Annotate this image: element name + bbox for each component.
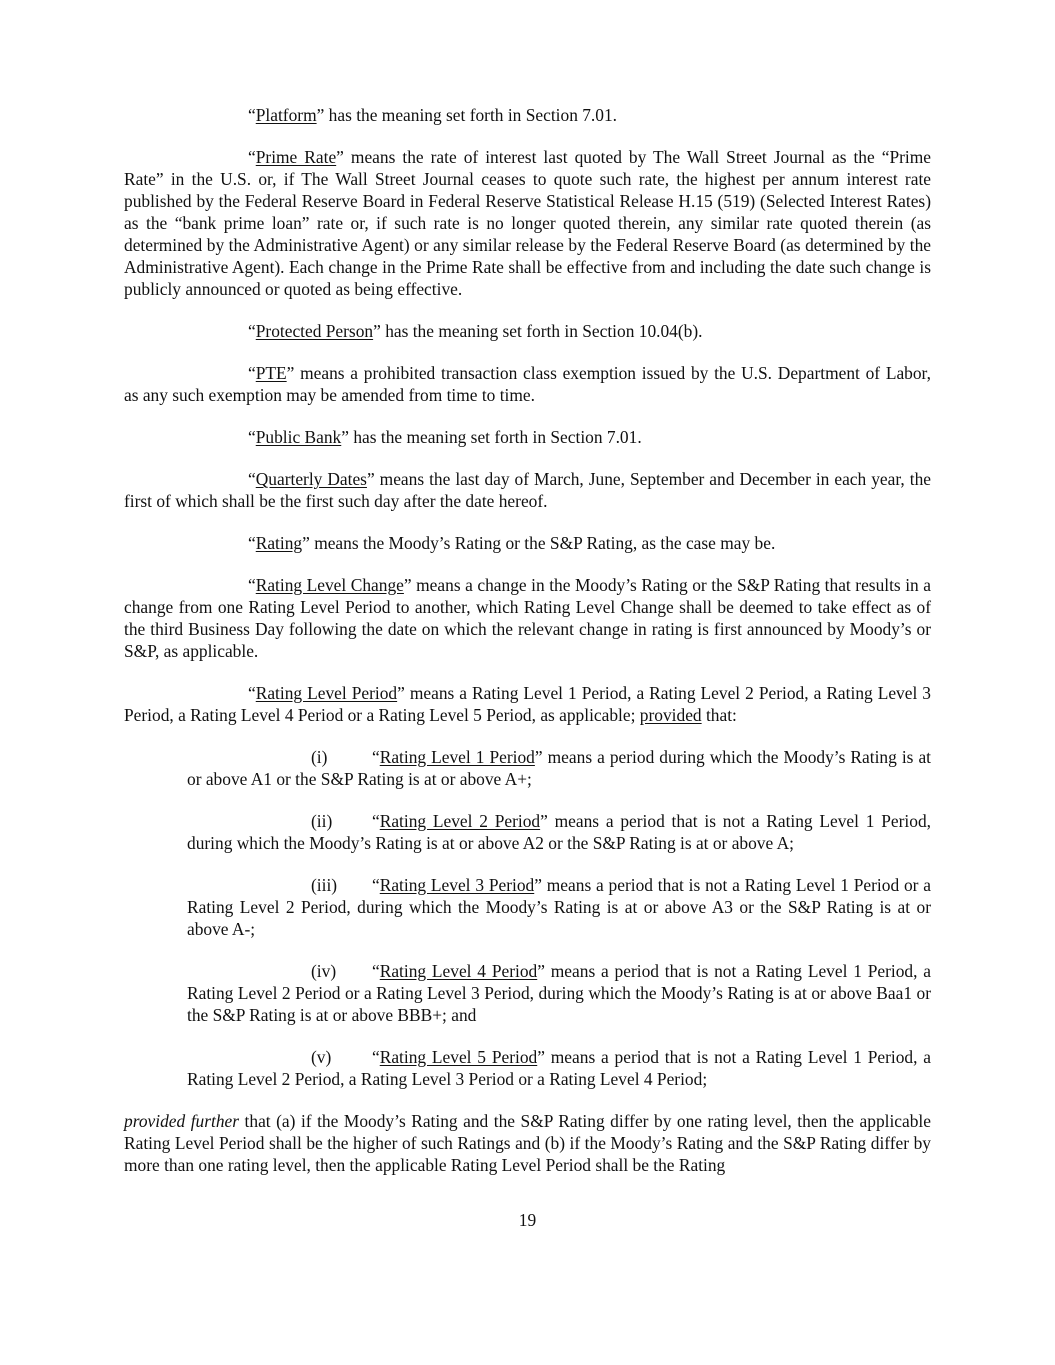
defined-term: Rating Level 1 Period [379,747,535,767]
definition-prime-rate: “Prime Rate” means the rate of interest last quoted by The Wall Street Journal as the “Prime Rate” in the U.S. or, if The Wall Street Journal ceases to quote such rate, the highest per annum interest rate published by the Federal Reserve Board in Federal Reserve Statistical Release H.15 (519) (Selected Interest Rates) as the “bank prime loan” rate or, if such rate is no longer quoted therein, any similar rate quoted therein (as determined by the Administrative Agent) or any similar release by the Federal Reserve Board (as determined by the Administrative Agent). Each change in the Prime Rate shall be effective from and including the date such change is publicly announced or quoted as being effective. [124,147,931,299]
sub-item-text: means a period that is not a Rating Level 1 Period, a Rating Level 2 Period or a Rating Level 3 Period, during which the Moody’s Rating is at or above Baa1 or the S&P Rating is at or above BBB+; and [187,961,931,1025]
sub-item-rating-level-3: (iii) “Rating Level 3 Period” means a period that is not a Rating Level 1 Period or a Rating Level 2 Period, during which the Moody’s Rating is at or above A3 or the S&P Rating is at or above A-; [187,875,931,939]
definition-text: means the rate of interest last quoted by The Wall Street Journal as the “Prime Rate” in the U.S. or, if The Wall Street Journal ceases to quote such rate, the highest per annum interest rate published by the Federal Reserve Board in Federal Reserve Statistical Release H.15 (519) (Selected Interest Rates) as the “bank prime loan” rate or, if such rate is no longer quoted therein, any similar rate quoted therein (as determined by the Administrative Agent) or any similar release by the Federal Reserve Board (as determined by the Administrative Agent). Each change in the Prime Rate shall be effective from and including the date such change is publicly announced or quoted as being effective. [124,147,931,299]
definition-text: has the meaning set forth in Section 7.01. [348,427,642,447]
definition-quarterly-dates: “Quarterly Dates” means the last day of March, June, September and December in each year, the first of which shall be the first such day after the date hereof. [124,469,931,511]
definition-pte: “PTE” means a prohibited transaction class exemption issued by the U.S. Department of Labor, as any such exemption may be amended from time to time. [124,363,931,405]
defined-term: Rating Level 4 Period [379,961,538,981]
defined-term: Rating Level Period [255,683,398,703]
provided-term: provided [639,705,702,725]
definition-rating-level-change: “Rating Level Change” means a change in the Moody’s Rating or the S&P Rating that results in a change from one Rating Level Period to another, which Rating Level Change shall be deemed to take effect as of the third Business Day following the date on which the relevant change in rating is first announced by Moody’s or S&P, as applicable. [124,575,932,661]
sub-item-rating-level-5: (v) “Rating Level 5 Period” means a period that is not a Rating Level 1 Period, a Rating Level 2 Period, a Rating Level 3 Period or a Rating Level 4 Period; [187,1047,931,1089]
definition-text: means the last day of March, June, September and December in each year, the first of which shall be the first such day after the date hereof. [124,469,931,511]
definition-text: has the meaning set forth in Section 7.01. [324,105,618,125]
provided-further-text: that (a) if the Moody’s Rating and the S&P Rating differ by one rating level, then the applicable Rating Level Period shall be the higher of such Ratings and (b) if the Moody’s Rating and the S&P Rating differ by more than one rating level, then the applicable Rating Level Period shall be the Rating [124,1111,931,1175]
definition-protected-person: “Protected Person” has the meaning set forth in Section 10.04(b). [248,321,703,341]
definition-rating-level-period: “Rating Level Period” means a Rating Level 1 Period, a Rating Level 2 Period, a Rating Level 3 Period, a Rating Level 4 Period or a Rating Level 5 Period, as applicable; provided that: [124,683,931,725]
definition-rating: “Rating” means the Moody’s Rating or the S&P Rating, as the case may be. [248,533,776,553]
sub-item-rating-level-4: (iv) “Rating Level 4 Period” means a period that is not a Rating Level 1 Period, a Rating Level 2 Period or a Rating Level 3 Period, during which the Moody’s Rating is at or above Baa1 or the S&P Rating is at or above BBB+; and [187,961,931,1025]
defined-term: Platform [255,105,317,125]
sub-item-number: (iv) [311,961,337,981]
definition-text: means a Rating Level 1 Period, a Rating Level 2 Period, a Rating Level 3 Period, a Rating Level 4 Period or a Rating Level 5 Period, as applicable; [124,683,931,725]
defined-term: Rating [255,533,303,553]
sub-item-number: (iii) [311,875,338,895]
defined-term: Rating Level 5 Period [379,1047,538,1067]
definition-public-bank: “Public Bank” has the meaning set forth in Section 7.01. [248,427,642,447]
definition-text: means a prohibited transaction class exemption issued by the U.S. Department of Labor, as any such exemption may be amended from time to time. [124,363,931,405]
defined-term: Rating Level 2 Period [379,811,541,831]
provided-further-paragraph [124,1110,931,1176]
sub-item-number: (i) [311,747,328,767]
sub-item-rating-level-1: (i) “Rating Level 1 Period” means a period during which the Moody’s Rating is at or above A1 or the S&P Rating is at or above A+; [187,747,931,789]
document-page [124,104,931,1176]
sub-item-text: means a period that is not a Rating Level 1 Period or a Rating Level 2 Period, during which the Moody’s Rating is at or above A3 or the S&P Rating is at or above A-; [187,875,931,939]
defined-term: Prime Rate [255,147,337,167]
defined-term: Rating Level Change [255,575,404,595]
sub-item-text: means a period that is not a Rating Level 1 Period, a Rating Level 2 Period, a Rating Level 3 Period or a Rating Level 4 Period; [187,1047,931,1089]
sub-item-text: means a period that is not a Rating Level 1 Period, during which the Moody’s Rating is at or above A2 or the S&P Rating is at or above A; [187,811,931,853]
defined-term: Quarterly Dates [255,469,367,489]
definition-platform: “Platform” has the meaning set forth in Section 7.01. [248,105,618,125]
defined-term: PTE [255,363,287,383]
provided-further-lead: provided further [124,1111,240,1131]
definition-text: means a change in the Moody’s Rating or the S&P Rating that results in a change from one Rating Level Period to another, which Rating Level Change shall be deemed to take effect as of the third Business Day following the date on which the relevant change in rating is first announced by Moody’s or S&P, as applicable. [124,575,932,661]
sub-item-number: (ii) [311,811,333,831]
definition-text: means the Moody’s Rating or the S&P Rating, as the case may be. [309,533,776,553]
sub-item-rating-level-2: (ii) “Rating Level 2 Period” means a period that is not a Rating Level 1 Period, during which the Moody’s Rating is at or above A2 or the S&P Rating is at or above A; [187,811,931,853]
sub-item-number: (v) [311,1047,332,1067]
definition-text: has the meaning set forth in Section 10.04(b). [380,321,703,341]
page-number: 19 [518,1210,537,1230]
defined-term: Rating Level 3 Period [379,875,535,895]
defined-term: Protected Person [255,321,374,341]
sub-item-text: means a period during which the Moody’s Rating is at or above A1 or the S&P Rating is at or above A+; [187,747,931,789]
defined-term: Public Bank [255,427,342,447]
